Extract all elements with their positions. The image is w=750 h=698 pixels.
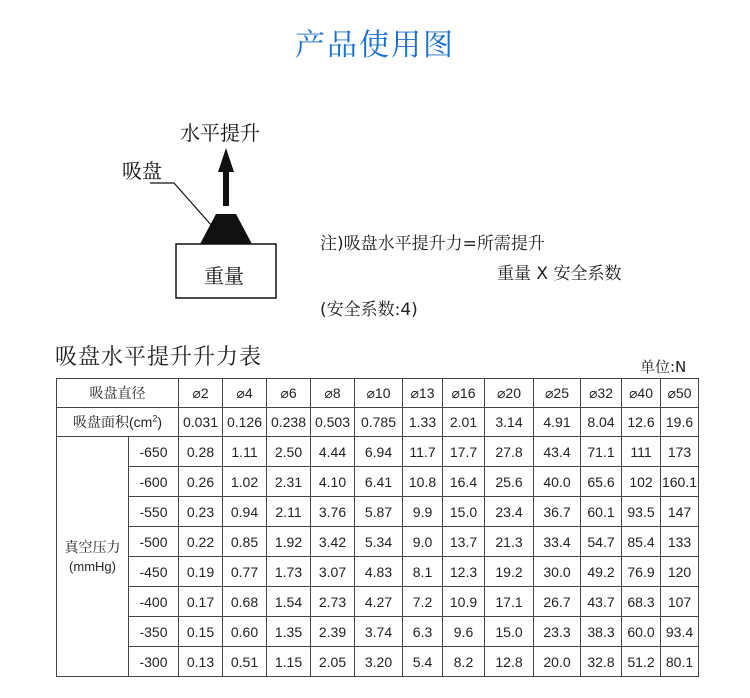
lift-force-cell: 43.7 bbox=[581, 587, 622, 617]
lift-force-cell: 21.3 bbox=[485, 527, 534, 557]
lift-force-cell: 160.1 bbox=[661, 467, 699, 497]
note-line-3: (安全系数:4) bbox=[320, 300, 418, 320]
area-cell: 0.238 bbox=[267, 408, 311, 437]
lift-force-cell: 60.0 bbox=[622, 617, 661, 647]
diameter-header-cell: ⌀20 bbox=[485, 379, 534, 408]
weight-label: 重量 bbox=[204, 264, 244, 288]
lift-force-cell: 4.83 bbox=[355, 557, 403, 587]
lift-force-cell: 102 bbox=[622, 467, 661, 497]
diameter-header-cell: ⌀2 bbox=[179, 379, 223, 408]
lift-force-cell: 36.7 bbox=[534, 497, 581, 527]
lift-force-cell: 65.6 bbox=[581, 467, 622, 497]
lift-force-cell: 8.2 bbox=[443, 647, 485, 677]
lift-force-cell: 5.34 bbox=[355, 527, 403, 557]
diameter-header-cell: ⌀8 bbox=[311, 379, 355, 408]
lift-force-cell: 68.3 bbox=[622, 587, 661, 617]
pressure-value-cell: -650 bbox=[129, 437, 179, 467]
pressure-value-cell: -350 bbox=[129, 617, 179, 647]
pressure-value-cell: -300 bbox=[129, 647, 179, 677]
lift-force-cell: 9.0 bbox=[403, 527, 443, 557]
area-row bbox=[57, 408, 699, 437]
lift-force-cell: 25.6 bbox=[485, 467, 534, 497]
lift-force-cell: 111 bbox=[622, 437, 661, 467]
lift-force-cell: 93.4 bbox=[661, 617, 699, 647]
lift-force-cell: 147 bbox=[661, 497, 699, 527]
note-line-1: 注)吸盘水平提升力=所需提升 bbox=[320, 234, 545, 254]
lift-force-cell: 0.15 bbox=[179, 617, 223, 647]
lift-force-cell: 0.26 bbox=[179, 467, 223, 497]
pressure-value-cell: -600 bbox=[129, 467, 179, 497]
lift-force-cell: 40.0 bbox=[534, 467, 581, 497]
diameter-header-cell: ⌀32 bbox=[581, 379, 622, 408]
lift-label: 水平提升 bbox=[180, 121, 260, 145]
lift-force-cell: 107 bbox=[661, 587, 699, 617]
lift-force-cell: 1.73 bbox=[267, 557, 311, 587]
lift-force-cell: 0.13 bbox=[179, 647, 223, 677]
pressure-value-cell: -500 bbox=[129, 527, 179, 557]
diameter-header-cell: ⌀16 bbox=[443, 379, 485, 408]
lift-force-cell: 49.2 bbox=[581, 557, 622, 587]
usage-diagram-graphic bbox=[0, 0, 750, 330]
pressure-value-cell: -400 bbox=[129, 587, 179, 617]
area-cell: 0.503 bbox=[311, 408, 355, 437]
lift-force-cell: 1.02 bbox=[223, 467, 267, 497]
lift-force-cell: 27.8 bbox=[485, 437, 534, 467]
lift-force-cell: 17.1 bbox=[485, 587, 534, 617]
page-title: 产品使用图 bbox=[295, 28, 455, 63]
area-label bbox=[57, 408, 179, 437]
lift-force-cell: 20.0 bbox=[534, 647, 581, 677]
lift-force-cell: 0.51 bbox=[223, 647, 267, 677]
lift-force-cell: 0.28 bbox=[179, 437, 223, 467]
area-cell: 4.91 bbox=[534, 408, 581, 437]
lift-force-cell: 3.07 bbox=[311, 557, 355, 587]
area-label-close: ) bbox=[157, 414, 162, 430]
diameter-header-cell: ⌀50 bbox=[661, 379, 699, 408]
lift-force-cell: 12.8 bbox=[485, 647, 534, 677]
lift-force-cell: 10.9 bbox=[443, 587, 485, 617]
table-title: 吸盘水平提升升力表 bbox=[55, 345, 263, 370]
pressure-row bbox=[57, 647, 699, 677]
lift-force-cell: 120 bbox=[661, 557, 699, 587]
lift-force-cell: 3.74 bbox=[355, 617, 403, 647]
lift-force-cell: 2.73 bbox=[311, 587, 355, 617]
usage-diagram bbox=[0, 0, 750, 330]
lift-force-cell: 1.54 bbox=[267, 587, 311, 617]
diameter-header-cell: ⌀25 bbox=[534, 379, 581, 408]
lift-force-cell: 3.20 bbox=[355, 647, 403, 677]
lift-force-cell: 0.85 bbox=[223, 527, 267, 557]
lift-force-cell: 1.35 bbox=[267, 617, 311, 647]
lift-force-cell: 80.1 bbox=[661, 647, 699, 677]
diameter-header-cell: ⌀4 bbox=[223, 379, 267, 408]
lift-force-cell: 5.4 bbox=[403, 647, 443, 677]
lift-force-cell: 3.76 bbox=[311, 497, 355, 527]
lift-force-cell: 2.05 bbox=[311, 647, 355, 677]
lift-force-cell: 23.3 bbox=[534, 617, 581, 647]
pressure-row bbox=[57, 587, 699, 617]
unit-label: 单位:N bbox=[640, 358, 687, 376]
pressure-value-cell: -550 bbox=[129, 497, 179, 527]
area-cell: 3.14 bbox=[485, 408, 534, 437]
lift-force-cell: 6.3 bbox=[403, 617, 443, 647]
lift-force-cell: 2.31 bbox=[267, 467, 311, 497]
lift-force-cell: 2.39 bbox=[311, 617, 355, 647]
lift-force-cell: 9.6 bbox=[443, 617, 485, 647]
pressure-row bbox=[57, 497, 699, 527]
diameter-header-cell: ⌀10 bbox=[355, 379, 403, 408]
vacuum-pressure-label bbox=[57, 437, 129, 677]
lift-force-cell: 15.0 bbox=[443, 497, 485, 527]
area-cell: 12.6 bbox=[622, 408, 661, 437]
diameter-header-cell: ⌀6 bbox=[267, 379, 311, 408]
lift-force-cell: 4.27 bbox=[355, 587, 403, 617]
lift-force-cell: 0.77 bbox=[223, 557, 267, 587]
area-cell: 19.6 bbox=[661, 408, 699, 437]
lift-force-cell: 6.41 bbox=[355, 467, 403, 497]
lift-force-cell: 0.94 bbox=[223, 497, 267, 527]
lift-force-cell: 1.92 bbox=[267, 527, 311, 557]
lift-force-cell: 71.1 bbox=[581, 437, 622, 467]
vacuum-label-text: 真空压力 bbox=[64, 538, 121, 555]
area-cell: 0.126 bbox=[223, 408, 267, 437]
lift-force-cell: 38.3 bbox=[581, 617, 622, 647]
lift-force-cell: 1.15 bbox=[267, 647, 311, 677]
area-cell: 1.33 bbox=[403, 408, 443, 437]
diameter-header-row bbox=[57, 379, 699, 408]
lift-force-cell: 0.68 bbox=[223, 587, 267, 617]
lift-force-cell: 13.7 bbox=[443, 527, 485, 557]
suction-cup-shape bbox=[200, 214, 252, 244]
lift-force-cell: 76.9 bbox=[622, 557, 661, 587]
lift-force-cell: 0.23 bbox=[179, 497, 223, 527]
lift-force-cell: 51.2 bbox=[622, 647, 661, 677]
cup-leader-line bbox=[150, 183, 212, 226]
lift-force-cell: 6.94 bbox=[355, 437, 403, 467]
lift-force-cell: 23.4 bbox=[485, 497, 534, 527]
diameter-header-label: 吸盘直径 bbox=[57, 379, 179, 408]
area-label-sup: 2 bbox=[152, 413, 158, 424]
lift-force-cell: 4.44 bbox=[311, 437, 355, 467]
lift-force-cell: 30.0 bbox=[534, 557, 581, 587]
pressure-row bbox=[57, 527, 699, 557]
diameter-header-cell: ⌀40 bbox=[622, 379, 661, 408]
vacuum-unit-text: (mmHg) bbox=[69, 558, 116, 574]
lift-force-cell: 9.9 bbox=[403, 497, 443, 527]
lift-force-cell: 15.0 bbox=[485, 617, 534, 647]
lift-force-cell: 0.22 bbox=[179, 527, 223, 557]
lift-force-cell: 173 bbox=[661, 437, 699, 467]
lift-force-cell: 3.42 bbox=[311, 527, 355, 557]
note-line-2: 重量 X 安全系数 bbox=[497, 264, 622, 284]
lift-force-cell: 16.4 bbox=[443, 467, 485, 497]
lift-force-cell: 2.50 bbox=[267, 437, 311, 467]
lift-force-cell: 60.1 bbox=[581, 497, 622, 527]
lift-force-cell: 93.5 bbox=[622, 497, 661, 527]
lift-force-cell: 19.2 bbox=[485, 557, 534, 587]
lift-force-cell: 11.7 bbox=[403, 437, 443, 467]
area-label-text: 吸盘面积(cm bbox=[72, 414, 153, 430]
lift-force-cell: 2.11 bbox=[267, 497, 311, 527]
lift-force-cell: 17.7 bbox=[443, 437, 485, 467]
lift-force-cell: 12.3 bbox=[443, 557, 485, 587]
diameter-header-cell: ⌀13 bbox=[403, 379, 443, 408]
area-cell: 0.785 bbox=[355, 408, 403, 437]
lift-force-cell: 33.4 bbox=[534, 527, 581, 557]
lift-force-cell: 1.11 bbox=[223, 437, 267, 467]
pressure-row bbox=[57, 557, 699, 587]
area-cell: 2.01 bbox=[443, 408, 485, 437]
lift-force-table bbox=[56, 378, 699, 677]
cup-label: 吸盘 bbox=[122, 159, 162, 183]
lift-force-cell: 54.7 bbox=[581, 527, 622, 557]
lift-force-cell: 4.10 bbox=[311, 467, 355, 497]
area-cell: 8.04 bbox=[581, 408, 622, 437]
lift-force-cell: 43.4 bbox=[534, 437, 581, 467]
lift-force-cell: 133 bbox=[661, 527, 699, 557]
lift-force-cell: 7.2 bbox=[403, 587, 443, 617]
lift-force-cell: 8.1 bbox=[403, 557, 443, 587]
lift-force-cell: 26.7 bbox=[534, 587, 581, 617]
lift-force-cell: 5.87 bbox=[355, 497, 403, 527]
lift-force-cell: 0.17 bbox=[179, 587, 223, 617]
pressure-row bbox=[57, 467, 699, 497]
lift-arrow-icon bbox=[218, 148, 234, 206]
lift-force-cell: 0.60 bbox=[223, 617, 267, 647]
pressure-row bbox=[57, 617, 699, 647]
pressure-row bbox=[57, 437, 699, 467]
lift-force-cell: 0.19 bbox=[179, 557, 223, 587]
lift-force-cell: 32.8 bbox=[581, 647, 622, 677]
area-cell: 0.031 bbox=[179, 408, 223, 437]
lift-force-cell: 10.8 bbox=[403, 467, 443, 497]
lift-force-cell: 85.4 bbox=[622, 527, 661, 557]
pressure-value-cell: -450 bbox=[129, 557, 179, 587]
